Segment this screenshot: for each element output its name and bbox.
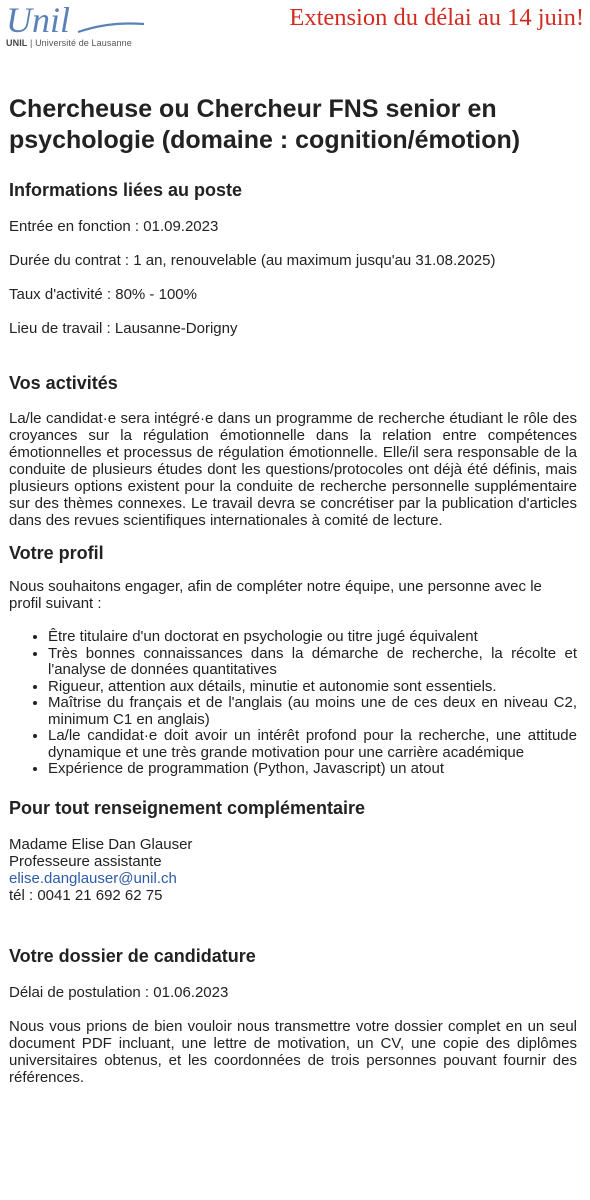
start-date: Entrée en fonction : 01.09.2023 (9, 218, 219, 235)
application-section (9, 946, 577, 1086)
logo-caption (6, 38, 132, 48)
list-item: • Rigueur, attention aux détails, minutie et autonomie sont essentiels. (48, 679, 577, 696)
contact-heading: Pour tout renseignement complémentaire (9, 797, 366, 818)
deadline-extension-banner: Extension du délai au 14 juin! (289, 4, 584, 31)
logo-wordmark: Unil (6, 0, 71, 40)
profile-list (9, 629, 577, 778)
logo-swoosh-icon (76, 14, 146, 36)
application-heading: Votre dossier de candidature (9, 945, 256, 966)
profile-heading: Votre profil (9, 543, 104, 563)
logo-separator: | (30, 38, 33, 48)
page-header (0, 0, 590, 60)
application-text: Nous vous prions de bien vouloir nous transmettre votre dossier complet en un seul document PDF incluant, une lettre de motivation, un CV, une copie des diplômes universitaires obtenus, et les coordonnées de trois personnes pouvant fournir des références. (9, 1017, 577, 1086)
logo-subtitle: Université de Lausanne (35, 38, 132, 48)
list-item: • Très bonnes connaissances dans la démarche de recherche, la récolte et l'analyse de données quantitatives (48, 646, 577, 679)
logo-org: UNIL (6, 38, 28, 48)
unil-logo (6, 2, 144, 38)
contact-email-link[interactable]: elise.danglauser@unil.ch (9, 869, 177, 887)
work-location: Lieu de travail : Lausanne-Dorigny (9, 320, 238, 337)
activities-text: La/le candidat·e sera intégré·e dans un programme de recherche étudiant le rôle des croyances sur la régulation émotionnelle dans la relation entre compétences émotionnelles et processus de régulation émotionnelle. Elle/il sera responsable de la conduite de plusieurs études dont les questions/protocoles ont déjà été définis, mais plusieurs options existent pour la conduite de recherche personnelle supplémentaire sur des thèmes connexes. Le travail devra se concrétiser par la publication d'articles dans des revues scientifiques internationales à comité de lecture. (9, 410, 577, 529)
list-item: • La/le candidat·e doit avoir un intérêt profond pour la recherche, une attitude dynamique et une très grande motivation pour une carrière académique (48, 728, 577, 761)
list-item: • Expérience de programmation (Python, Javascript) un atout (48, 761, 577, 778)
list-item: • Maîtrise du français et de l'anglais (au moins une de ces deux en niveau C2, minimum C1 en anglais) (48, 695, 577, 728)
contact-role: Professeure assistante (9, 852, 162, 870)
contact-name: Madame Elise Dan Glauser (9, 835, 193, 853)
profile-intro: Nous souhaitons engager, afin de compléter notre équipe, une personne avec le profil suivant : (9, 578, 542, 612)
contact-section (9, 798, 577, 904)
contract-duration: Durée du contrat : 1 an, renouvelable (au maximum jusqu'au 31.08.2025) (9, 252, 496, 269)
application-deadline: Délai de postulation : 01.06.2023 (9, 983, 229, 1001)
activity-rate: Taux d'activité : 80% - 100% (9, 286, 197, 303)
profile-section (9, 543, 577, 778)
list-item: • Être titulaire d'un doctorat en psychologie ou titre jugé équivalent (48, 629, 577, 646)
job-posting (9, 94, 577, 1086)
activities-section (9, 373, 577, 529)
page-title: Chercheuse ou Chercheur FNS senior en psychologie (domaine : cognition/émotion) (9, 95, 521, 154)
activities-heading: Vos activités (9, 373, 118, 393)
info-heading: Informations liées au poste (9, 180, 243, 200)
contact-phone: tél : 0041 21 692 62 75 (9, 886, 163, 904)
info-section (9, 180, 577, 337)
